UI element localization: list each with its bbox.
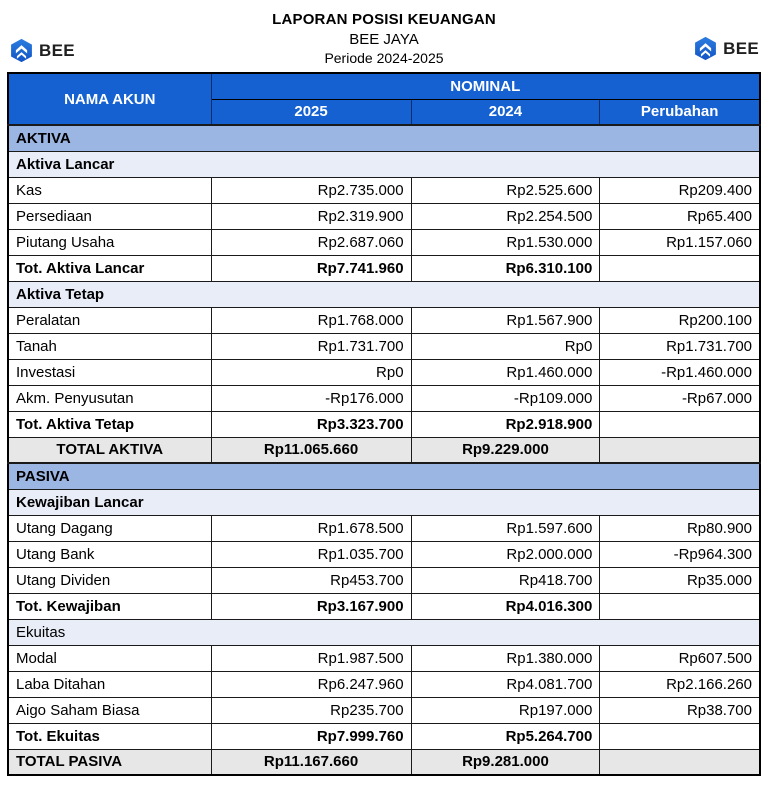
change-cell: -Rp964.300 xyxy=(600,541,760,567)
value-2025-cell: Rp11.065.660 xyxy=(211,437,411,463)
subsection-label-cell: Ekuitas xyxy=(8,619,760,645)
section-label-cell: AKTIVA xyxy=(8,125,760,151)
change-cell xyxy=(600,749,760,775)
value-2025-cell: Rp235.700 xyxy=(211,697,411,723)
account-cell: Tot. Kewajiban xyxy=(8,593,211,619)
value-2025-cell: Rp0 xyxy=(211,359,411,385)
table-row xyxy=(8,281,760,307)
table-row xyxy=(8,177,760,203)
value-2024-cell: Rp418.700 xyxy=(411,567,600,593)
value-2024-cell: Rp1.567.900 xyxy=(411,307,600,333)
column-header-nominal: NOMINAL xyxy=(211,73,760,99)
change-cell: Rp1.731.700 xyxy=(600,333,760,359)
account-cell: Tot. Aktiva Lancar xyxy=(8,255,211,281)
table-row xyxy=(8,671,760,697)
table-row xyxy=(8,593,760,619)
column-header-2025: 2025 xyxy=(211,99,411,125)
column-header-2024: 2024 xyxy=(411,99,600,125)
section-label-cell: PASIVA xyxy=(8,463,760,489)
value-2024-cell: Rp197.000 xyxy=(411,697,600,723)
logo-wordmark: BEE xyxy=(723,38,759,58)
value-2025-cell: Rp7.741.960 xyxy=(211,255,411,281)
change-cell: Rp1.157.060 xyxy=(600,229,760,255)
value-2025-cell: Rp2.687.060 xyxy=(211,229,411,255)
bee-logo-right xyxy=(693,36,759,61)
value-2025-cell: Rp2.319.900 xyxy=(211,203,411,229)
table-row xyxy=(8,333,760,359)
value-2024-cell: Rp6.310.100 xyxy=(411,255,600,281)
value-2024-cell: Rp1.460.000 xyxy=(411,359,600,385)
value-2024-cell: Rp2.918.900 xyxy=(411,411,600,437)
value-2024-cell: Rp1.380.000 xyxy=(411,645,600,671)
account-cell: TOTAL AKTIVA xyxy=(8,437,211,463)
table-row xyxy=(8,359,760,385)
report-header xyxy=(7,6,761,70)
table-row xyxy=(8,125,760,151)
bee-hexagon-icon xyxy=(693,36,718,61)
table-row xyxy=(8,697,760,723)
company-name: BEE JAYA xyxy=(349,31,419,48)
change-cell: Rp65.400 xyxy=(600,203,760,229)
change-cell xyxy=(600,437,760,463)
value-2025-cell: -Rp176.000 xyxy=(211,385,411,411)
value-2025-cell: Rp1.768.000 xyxy=(211,307,411,333)
value-2025-cell: Rp3.323.700 xyxy=(211,411,411,437)
value-2025-cell: Rp1.731.700 xyxy=(211,333,411,359)
value-2025-cell: Rp1.035.700 xyxy=(211,541,411,567)
account-cell: Tot. Ekuitas xyxy=(8,723,211,749)
change-cell: Rp80.900 xyxy=(600,515,760,541)
table-row xyxy=(8,307,760,333)
value-2025-cell: Rp453.700 xyxy=(211,567,411,593)
column-header-nama-akun: NAMA AKUN xyxy=(8,73,211,125)
value-2025-cell: Rp7.999.760 xyxy=(211,723,411,749)
value-2024-cell: Rp4.016.300 xyxy=(411,593,600,619)
table-row xyxy=(8,229,760,255)
subsection-label-cell: Kewajiban Lancar xyxy=(8,489,760,515)
account-cell: Persediaan xyxy=(8,203,211,229)
title-block xyxy=(7,6,761,66)
change-cell: Rp38.700 xyxy=(600,697,760,723)
subsection-label-cell: Aktiva Lancar xyxy=(8,151,760,177)
account-cell: Modal xyxy=(8,645,211,671)
table-row xyxy=(8,515,760,541)
account-cell: Piutang Usaha xyxy=(8,229,211,255)
table-row xyxy=(8,567,760,593)
change-cell: Rp2.166.260 xyxy=(600,671,760,697)
table-body xyxy=(8,125,760,775)
change-cell: Rp200.100 xyxy=(600,307,760,333)
value-2025-cell: Rp11.167.660 xyxy=(211,749,411,775)
value-2024-cell: Rp2.000.000 xyxy=(411,541,600,567)
account-cell: Akm. Penyusutan xyxy=(8,385,211,411)
bee-logo-left xyxy=(9,38,75,63)
column-header-perubahan: Perubahan xyxy=(600,99,760,125)
table-row xyxy=(8,619,760,645)
change-cell xyxy=(600,411,760,437)
change-cell: Rp607.500 xyxy=(600,645,760,671)
table-row xyxy=(8,411,760,437)
subsection-label-cell: Aktiva Tetap xyxy=(8,281,760,307)
balance-sheet-table xyxy=(7,72,761,776)
account-cell: TOTAL PASIVA xyxy=(8,749,211,775)
change-cell: -Rp67.000 xyxy=(600,385,760,411)
account-cell: Utang Bank xyxy=(8,541,211,567)
table-header xyxy=(8,73,760,125)
account-cell: Tot. Aktiva Tetap xyxy=(8,411,211,437)
table-row xyxy=(8,723,760,749)
bee-hexagon-icon xyxy=(9,38,34,63)
value-2024-cell: Rp5.264.700 xyxy=(411,723,600,749)
value-2025-cell: Rp2.735.000 xyxy=(211,177,411,203)
table-row xyxy=(8,749,760,775)
account-cell: Tanah xyxy=(8,333,211,359)
value-2024-cell: Rp0 xyxy=(411,333,600,359)
change-cell xyxy=(600,723,760,749)
table-row xyxy=(8,463,760,489)
value-2025-cell: Rp6.247.960 xyxy=(211,671,411,697)
change-cell xyxy=(600,255,760,281)
value-2025-cell: Rp1.987.500 xyxy=(211,645,411,671)
change-cell: Rp35.000 xyxy=(600,567,760,593)
value-2024-cell: Rp2.254.500 xyxy=(411,203,600,229)
change-cell xyxy=(600,593,760,619)
table-row xyxy=(8,151,760,177)
value-2024-cell: -Rp109.000 xyxy=(411,385,600,411)
value-2025-cell: Rp3.167.900 xyxy=(211,593,411,619)
account-cell: Utang Dividen xyxy=(8,567,211,593)
value-2024-cell: Rp9.229.000 xyxy=(411,437,600,463)
table-row xyxy=(8,255,760,281)
table-row xyxy=(8,203,760,229)
account-cell: Peralatan xyxy=(8,307,211,333)
change-cell: Rp209.400 xyxy=(600,177,760,203)
value-2024-cell: Rp1.530.000 xyxy=(411,229,600,255)
table-row xyxy=(8,645,760,671)
account-cell: Aigo Saham Biasa xyxy=(8,697,211,723)
report-title: LAPORAN POSISI KEUANGAN xyxy=(272,11,496,28)
table-row xyxy=(8,541,760,567)
logo-wordmark: BEE xyxy=(39,40,75,60)
account-cell: Investasi xyxy=(8,359,211,385)
table-row xyxy=(8,489,760,515)
value-2024-cell: Rp4.081.700 xyxy=(411,671,600,697)
account-cell: Laba Ditahan xyxy=(8,671,211,697)
value-2025-cell: Rp1.678.500 xyxy=(211,515,411,541)
value-2024-cell: Rp1.597.600 xyxy=(411,515,600,541)
account-cell: Kas xyxy=(8,177,211,203)
change-cell: -Rp1.460.000 xyxy=(600,359,760,385)
account-cell: Utang Dagang xyxy=(8,515,211,541)
table-row xyxy=(8,385,760,411)
value-2024-cell: Rp2.525.600 xyxy=(411,177,600,203)
report-period: Periode 2024-2025 xyxy=(324,50,444,66)
value-2024-cell: Rp9.281.000 xyxy=(411,749,600,775)
table-row xyxy=(8,437,760,463)
